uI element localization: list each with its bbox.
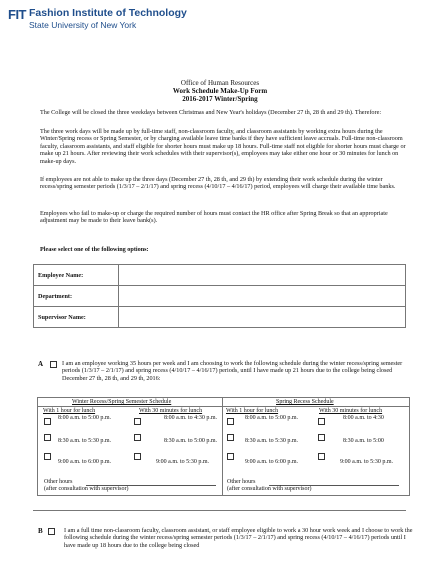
winter-col-hour: With 1 hour for lunch [43,408,96,414]
logo-subtitle: State University of New York [29,20,137,30]
intro-paragraph-3: If employees are not able to make up the three days (December 27 th, 28 th, and 29 th) by extending their work schedule during the winter recess/spring semester periods (1/3/17 – 2/1/17) and spring recess (4/10/17 – 4/16/17) period, employees will charge their available time banks. [40,176,396,191]
form-title: Work Schedule Make-Up Form [172,87,268,95]
office-heading: Office of Human Resources [180,79,260,87]
winter-schedule-title: Winter Recess/Spring Semester Schedule [72,399,172,405]
logo-mark: FIT [8,7,26,22]
option-b-letter: B [38,527,43,535]
spring-hour-option-3-checkbox[interactable] [227,453,234,460]
spring-hour-option-1: 8:00 a.m. to 5:00 p.m. [245,415,298,421]
winter-consult-note: (after consultation with supervisor) [44,486,129,492]
intro-paragraph-2: The three work days will be made up by full-time staff, non-classroom faculty, and classroom assistants by working extra hours during the Winter/Spring recess or Spring Semester, or by charging available leave time banks if they have sufficient leave accruals. Full-time non-classroom faculty, classroom assistants, and staff eligible for shorter hours must make up 18 hours. Full-time staff not eligible for shorter hours must charge or make up 21 hours. After reviewing their work schedules with their supervisor(s), employees may take either one hour or 30 minutes for lunch on make-up days. [40,128,406,165]
employee-name-field[interactable] [119,265,406,286]
department-label: Department: [34,286,119,307]
spring-consult-note: (after consultation with supervisor) [227,486,312,492]
spring-other-hours: Other hours [227,479,256,485]
supervisor-name-field[interactable] [119,307,406,328]
winter-30-option-1: 8:00 a.m. to 4:30 p.m. [164,415,217,421]
winter-30-option-2: 8:30 a.m. to 5:00 p.m. [164,438,217,444]
schedule-divider [222,398,223,495]
schedule-header-line [38,406,409,407]
winter-hour-option-3: 9:00 a.m. to 6:00 p.m. [58,459,111,465]
fit-logo [8,6,187,40]
spring-30-option-1-checkbox[interactable] [318,418,325,425]
schedule-table [37,397,410,496]
select-instruction: Please select one of the following options: [40,246,149,253]
winter-30-option-3-checkbox[interactable] [134,453,141,460]
form-term: 2016-2017 Winter/Spring [182,95,258,103]
spring-30-option-2: 8:30 a.m. to 5:00 [343,438,384,444]
option-b-checkbox[interactable] [48,528,55,535]
employee-info-table [33,264,406,328]
spring-col-hour: With 1 hour for lunch [226,408,279,414]
department-field[interactable] [119,286,406,307]
winter-hour-option-2-checkbox[interactable] [44,434,51,441]
winter-30-option-2-checkbox[interactable] [134,434,141,441]
option-a-checkbox[interactable] [50,361,57,368]
spring-30-option-3-checkbox[interactable] [318,453,325,460]
spring-30-option-1: 8:00 a.m. to 4:30 [343,415,384,421]
spring-hour-option-3: 9:00 a.m. to 6:00 p.m. [245,459,298,465]
winter-hour-option-2: 8:30 a.m. to 5:30 p.m. [58,438,111,444]
spring-col-30: With 30 minutes for lunch [319,408,383,414]
supervisor-name-label: Supervisor Name: [34,307,119,328]
spring-schedule-title: Spring Recess Schedule [276,399,334,405]
intro-paragraph-1: The College will be closed the three weekdays between Christmas and New Year's holidays (December 27 th, 28 th and 29 th). Therefore: [40,109,382,116]
spring-hour-option-1-checkbox[interactable] [227,418,234,425]
section-divider [33,510,406,511]
winter-col-30: With 30 minutes for lunch [139,408,203,414]
spring-hour-option-2-checkbox[interactable] [227,434,234,441]
winter-hour-option-1: 8:00 a.m. to 5:00 p.m. [58,415,111,421]
logo-name: Fashion Institute of Technology [29,7,187,19]
spring-30-option-3: 9:00 a.m. to 5:30 p.m. [340,459,393,465]
winter-other-hours: Other hours [44,479,73,485]
spring-hour-option-2: 8:30 a.m. to 5:30 p.m. [245,438,298,444]
intro-paragraph-4: Employees who fail to make-up or charge the required number of hours must contact the HR office after Spring Break so that an appropriate adjustment may be made to their leave bank(s). [40,210,388,225]
option-a-text: I am an employee working 35 hours per week and I am choosing to work the following schedule during the winter recess/spring semester periods (1/3/17 – 2/1/17) and spring recess (4/10/17 – 4/16/17) periods, until I have made up 21 hours due to the college being closed December 27 th, 28 th, and 29 th, 2016: [62,360,403,382]
winter-hour-option-3-checkbox[interactable] [44,453,51,460]
spring-30-option-2-checkbox[interactable] [318,434,325,441]
option-a-letter: A [38,360,44,368]
employee-name-label: Employee Name: [34,265,119,286]
winter-30-option-3: 9:00 a.m. to 5:30 p.m. [156,459,209,465]
option-b-text: I am a full time non-classroom faculty, classroom assistant, or staff employee eligible to work a 30 hour work week and I choose to work the following schedule during the winter recess/spring semester periods (1/3/17 – 2/1/17) and spring recess (4/10/17 – 4/16/17) periods until I have made up 18 hours due to the college being closed [64,527,413,549]
winter-hour-option-1-checkbox[interactable] [44,418,51,425]
winter-30-option-1-checkbox[interactable] [134,418,141,425]
